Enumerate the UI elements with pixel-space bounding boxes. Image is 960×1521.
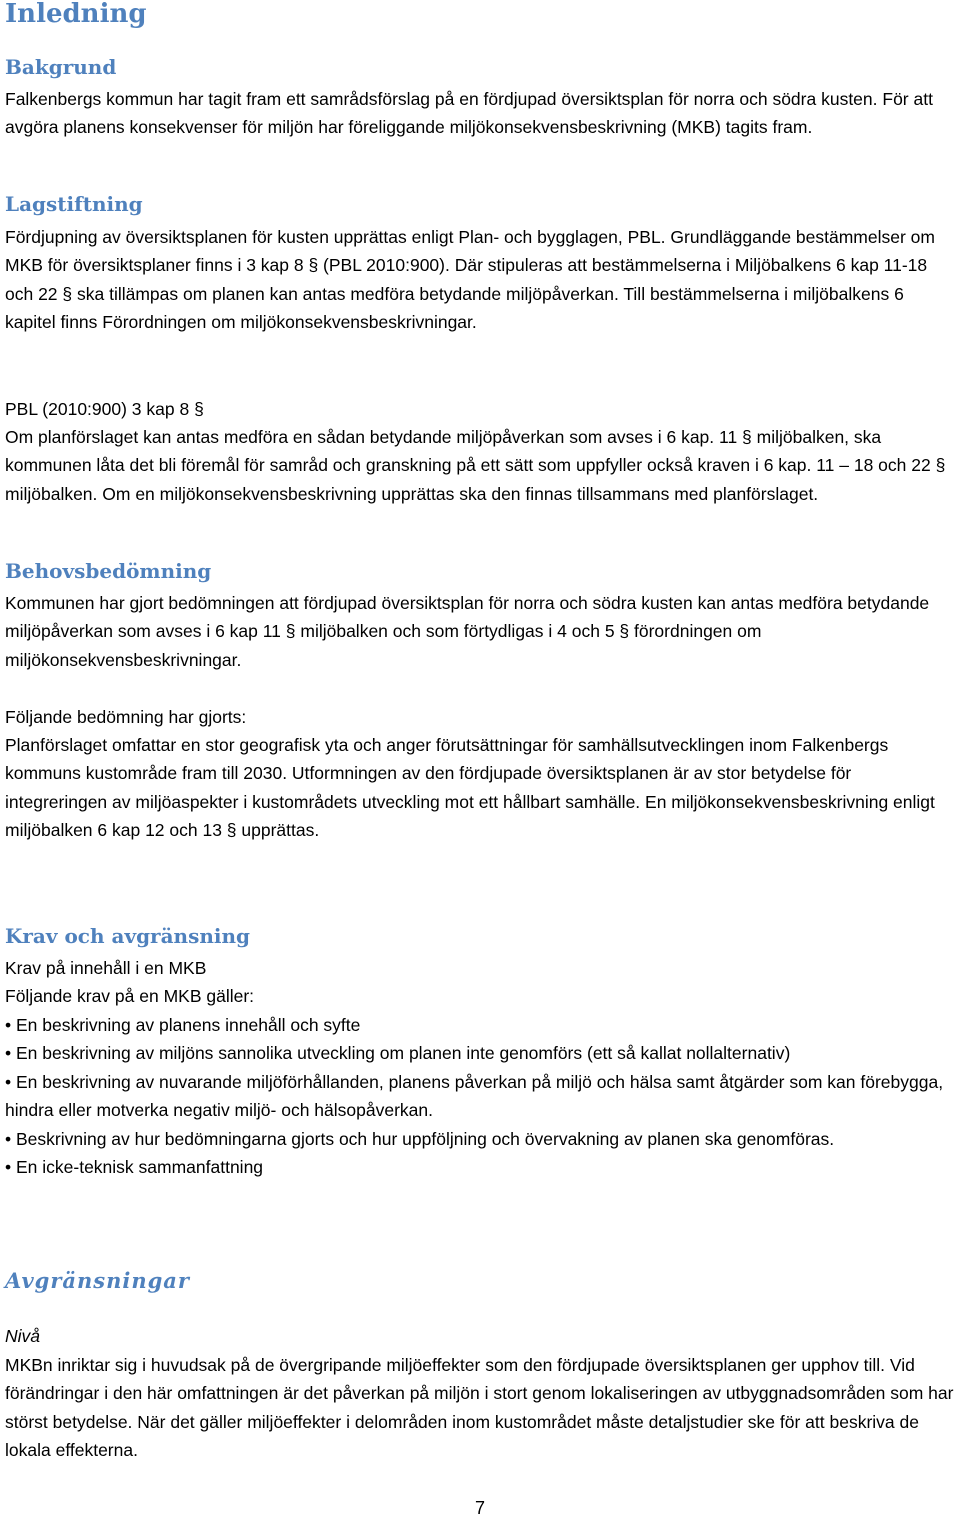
paragraph-bakgrund: Falkenbergs kommun har tagit fram ett samrådsförslag på en fördjupad översiktsplan för norra och södra kusten. För att avgöra planens konsekvenser för miljön har föreliggande miljökonsekvensbeskrivning (MKB) tagits fram.	[5, 89, 933, 138]
paragraph-behovsbedomning: Kommunen har gjort bedömningen att fördjupad översiktsplan för norra och södra kusten kan antas medföra betydande miljöpåverkan som avses i 6 kap 11 § miljöbalken och som förtydligas i 4 och 5 § förordningen om miljökonsekvensbeskrivningar.	[5, 593, 930, 670]
list-item: • En beskrivning av planens innehåll och syfte	[5, 1015, 361, 1035]
assessment-intro: Följande bedömning har gjorts:	[5, 707, 247, 727]
paragraph-niva: MKBn inriktar sig i huvudsak på de övergripande miljöeffekter som den fördjupade översiktsplanen ger upphov till. Vid förändringar i den här omfattningen är det påverkan på miljön i stort genom lokaliseringen av utbyggnadsområden som har störst betydelse. När det gäller miljöeffekter i delområden inom kustområdet måste detaljstudier ske för att beskriva de lokala effekterna.	[5, 1355, 954, 1461]
krav-intro: Följande krav på en MKB gäller:	[5, 986, 255, 1006]
krav-subheading: Krav på innehåll i en MKB	[5, 958, 207, 978]
paragraph-assessment: Planförslaget omfattar en stor geografisk yta och anger förutsättningar för samhällsutvecklingen inom Falkenbergs kommuns kustområde fram till 2030. Utformningen av den fördjupade översiktsplanen är av stor betydelse för integreringen av miljöaspekter i kustområdets utveckling mot ett hållbart samhälle. En miljökonsekvensbeskrivning enligt miljöbalken 6 kap 12 och 13 § upprättas.	[5, 735, 935, 841]
heading-bakgrund: Bakgrund	[5, 55, 117, 79]
niva-label: Nivå	[5, 1326, 41, 1346]
list-item: • En beskrivning av nuvarande miljöförhållanden, planens påverkan på miljö och hälsa samt åtgärder som kan förebygga, hindra eller motverka negativ miljö- och hälsopåverkan.	[5, 1071, 944, 1121]
paragraph-lagstiftning: Fördjupning av översiktsplanen för kusten upprättas enligt Plan- och bygglagen, PBL. Grundläggande bestämmelser om MKB för översiktsplaner finns i 3 kap 8 § (PBL 2010:900). Där stipuleras att bestämmelserna i Miljöbalkens 6 kap 11-18 och 22 § ska tillämpas om planen kan antas medföra betydande miljöpåverkan. Till bestämmelserna i miljöbalkens 6 kapitel finns Förordningen om miljökonsekvensbeskrivningar.	[5, 227, 935, 333]
requirements-list	[5, 1011, 955, 1181]
page-title: Inledning	[5, 0, 147, 29]
list-item: • En beskrivning av miljöns sannolika utveckling om planen inte genomförs (ett så kallat nollalternativ)	[5, 1043, 791, 1064]
paragraph-pbl: Om planförslaget kan antas medföra en sådan betydande miljöpåverkan som avses i 6 kap. 11 § miljöbalken, ska kommunen låta det bli föremål för samråd och granskning på ett sätt som uppfyller också kraven i 6 kap. 11 – 18 och 22 § miljöbalken. Om en miljökonsekvensbeskrivning upprättas ska den finnas tillsammans med planförslaget.	[5, 427, 946, 504]
list-item: • En icke-teknisk sammanfattning	[5, 1157, 264, 1178]
heading-krav: Krav och avgränsning	[5, 924, 251, 948]
heading-behovsbedomning: Behovsbedömning	[5, 559, 212, 583]
heading-avgransningar: Avgränsningar	[5, 1268, 190, 1293]
heading-lagstiftning: Lagstiftning	[5, 192, 143, 216]
page-number: 7	[475, 1498, 486, 1518]
list-item: • Beskrivning av hur bedömningarna gjorts och hur uppföljning och övervakning av planen ska genomföras.	[5, 1128, 835, 1149]
pbl-reference: PBL (2010:900) 3 kap 8 §	[5, 399, 204, 419]
